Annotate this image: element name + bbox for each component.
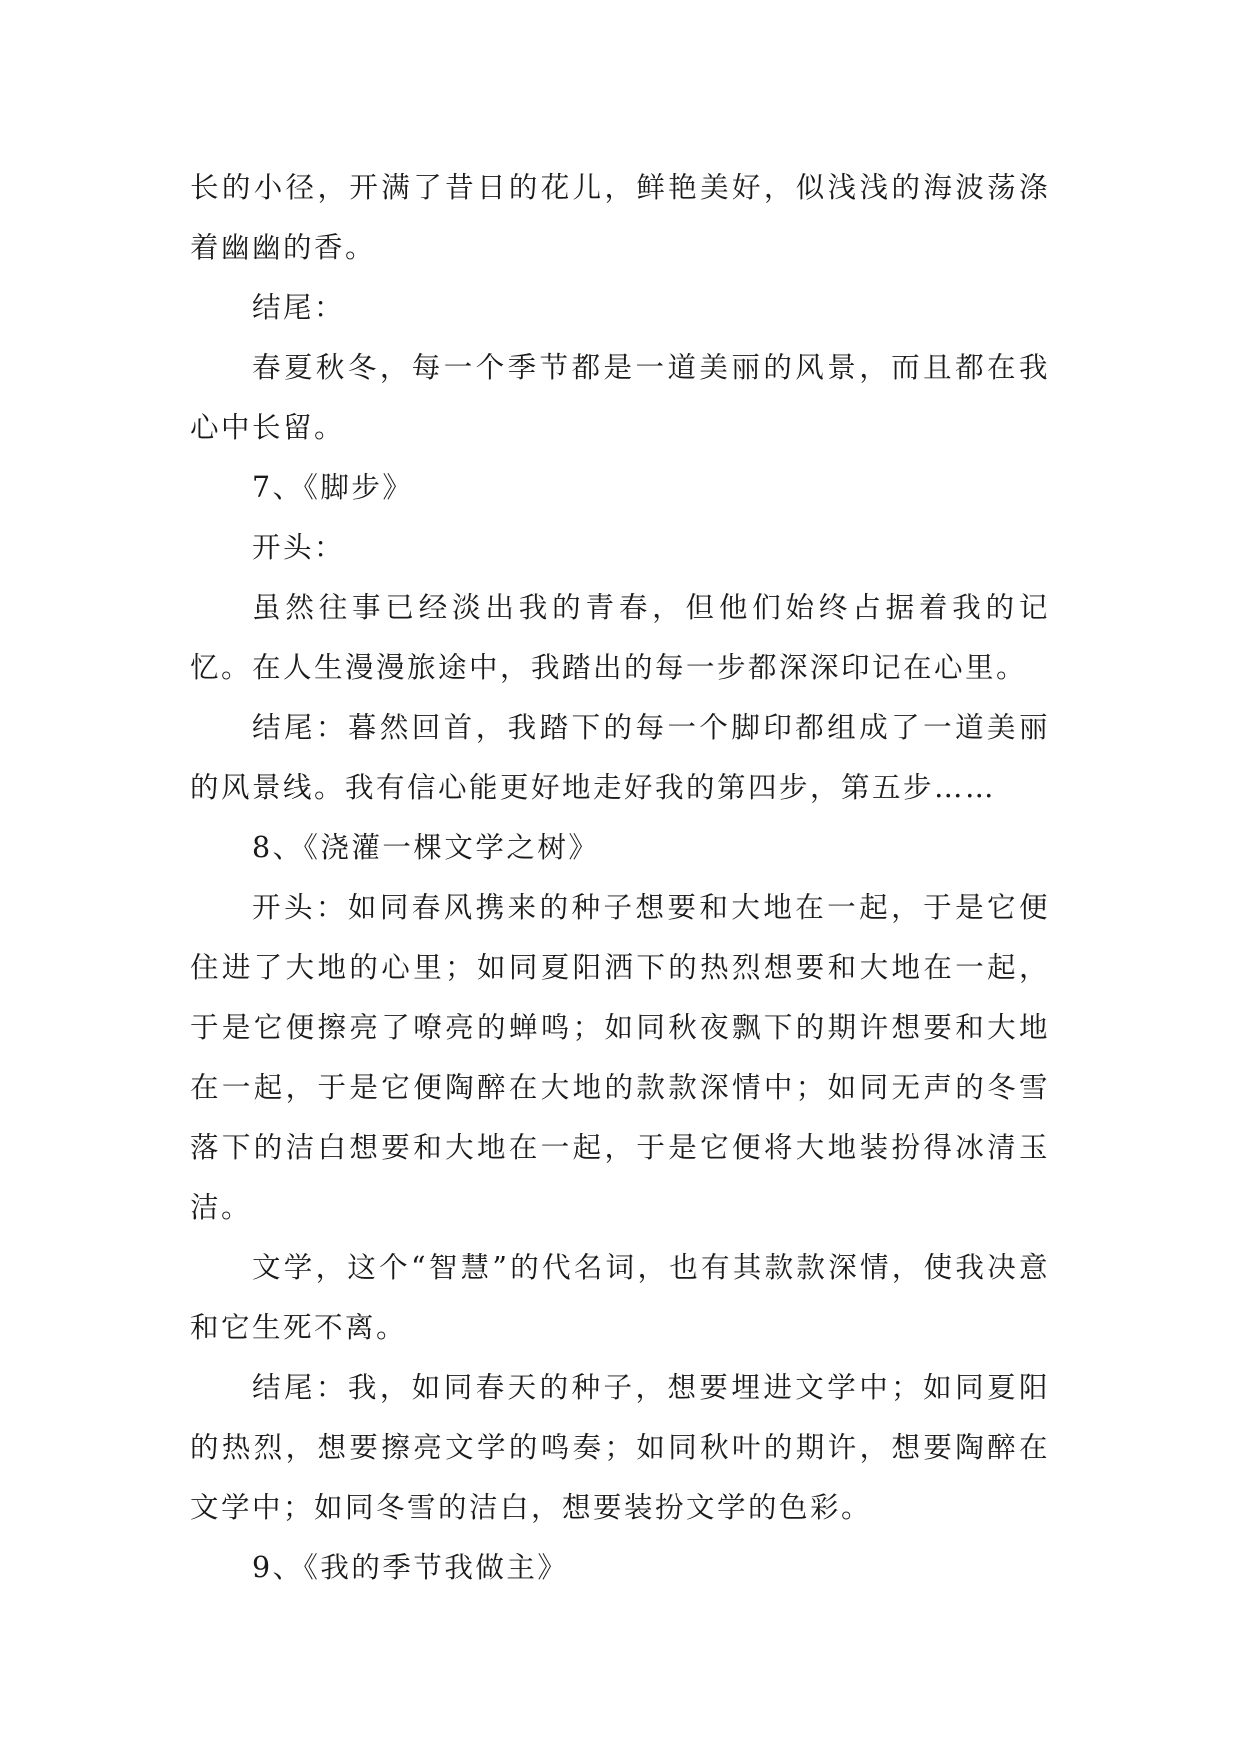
paragraph: 文学，这个“智慧”的代名词，也有其款款深情，使我决意和它生死不离。 (190, 1251, 1050, 1344)
paragraph: 结尾：暮然回首，我踏下的每一个脚印都组成了一道美丽的风景线。我有信心能更好地走好我的第四步，第五步…… (190, 711, 1050, 804)
section-heading: 7、《脚步》 (252, 471, 414, 504)
section-heading: 9、《我的季节我做主》 (252, 1551, 569, 1584)
paragraph: 虽然往事已经淡出我的青春，但他们始终占据着我的记忆。在人生漫漫旅途中，我踏出的每一步都深深印记在心里。 (190, 591, 1050, 684)
section-heading: 8、《浇灌一棵文学之树》 (252, 831, 600, 864)
paragraph: 结尾：我，如同春天的种子，想要埋进文学中；如同夏阳的热烈，想要擦亮文学的鸣奏；如同秋叶的期许，想要陶醉在文学中；如同冬雪的洁白，想要装扮文学的色彩。 (190, 1371, 1050, 1524)
section-label-opening: 开头： (252, 531, 346, 564)
section-label-ending: 结尾： (252, 291, 346, 324)
paragraph: 春夏秋冬，每一个季节都是一道美丽的风景，而且都在我心中长留。 (190, 351, 1050, 444)
paragraph-continuation: 长的小径，开满了昔日的花儿，鲜艳美好，似浅浅的海波荡涤着幽幽的香。 (190, 171, 1050, 264)
paragraph: 开头：如同春风携来的种子想要和大地在一起，于是它便住进了大地的心里；如同夏阳洒下的热烈想要和大地在一起，于是它便擦亮了嘹亮的蝉鸣；如同秋夜飘下的期许想要和大地在一起，于是它便陶醉在大地的款款深情中；如同无声的冬雪落下的洁白想要和大地在一起，于是它便将大地装扮得冰清玉洁。 (190, 891, 1050, 1224)
document-body (190, 158, 1050, 1598)
